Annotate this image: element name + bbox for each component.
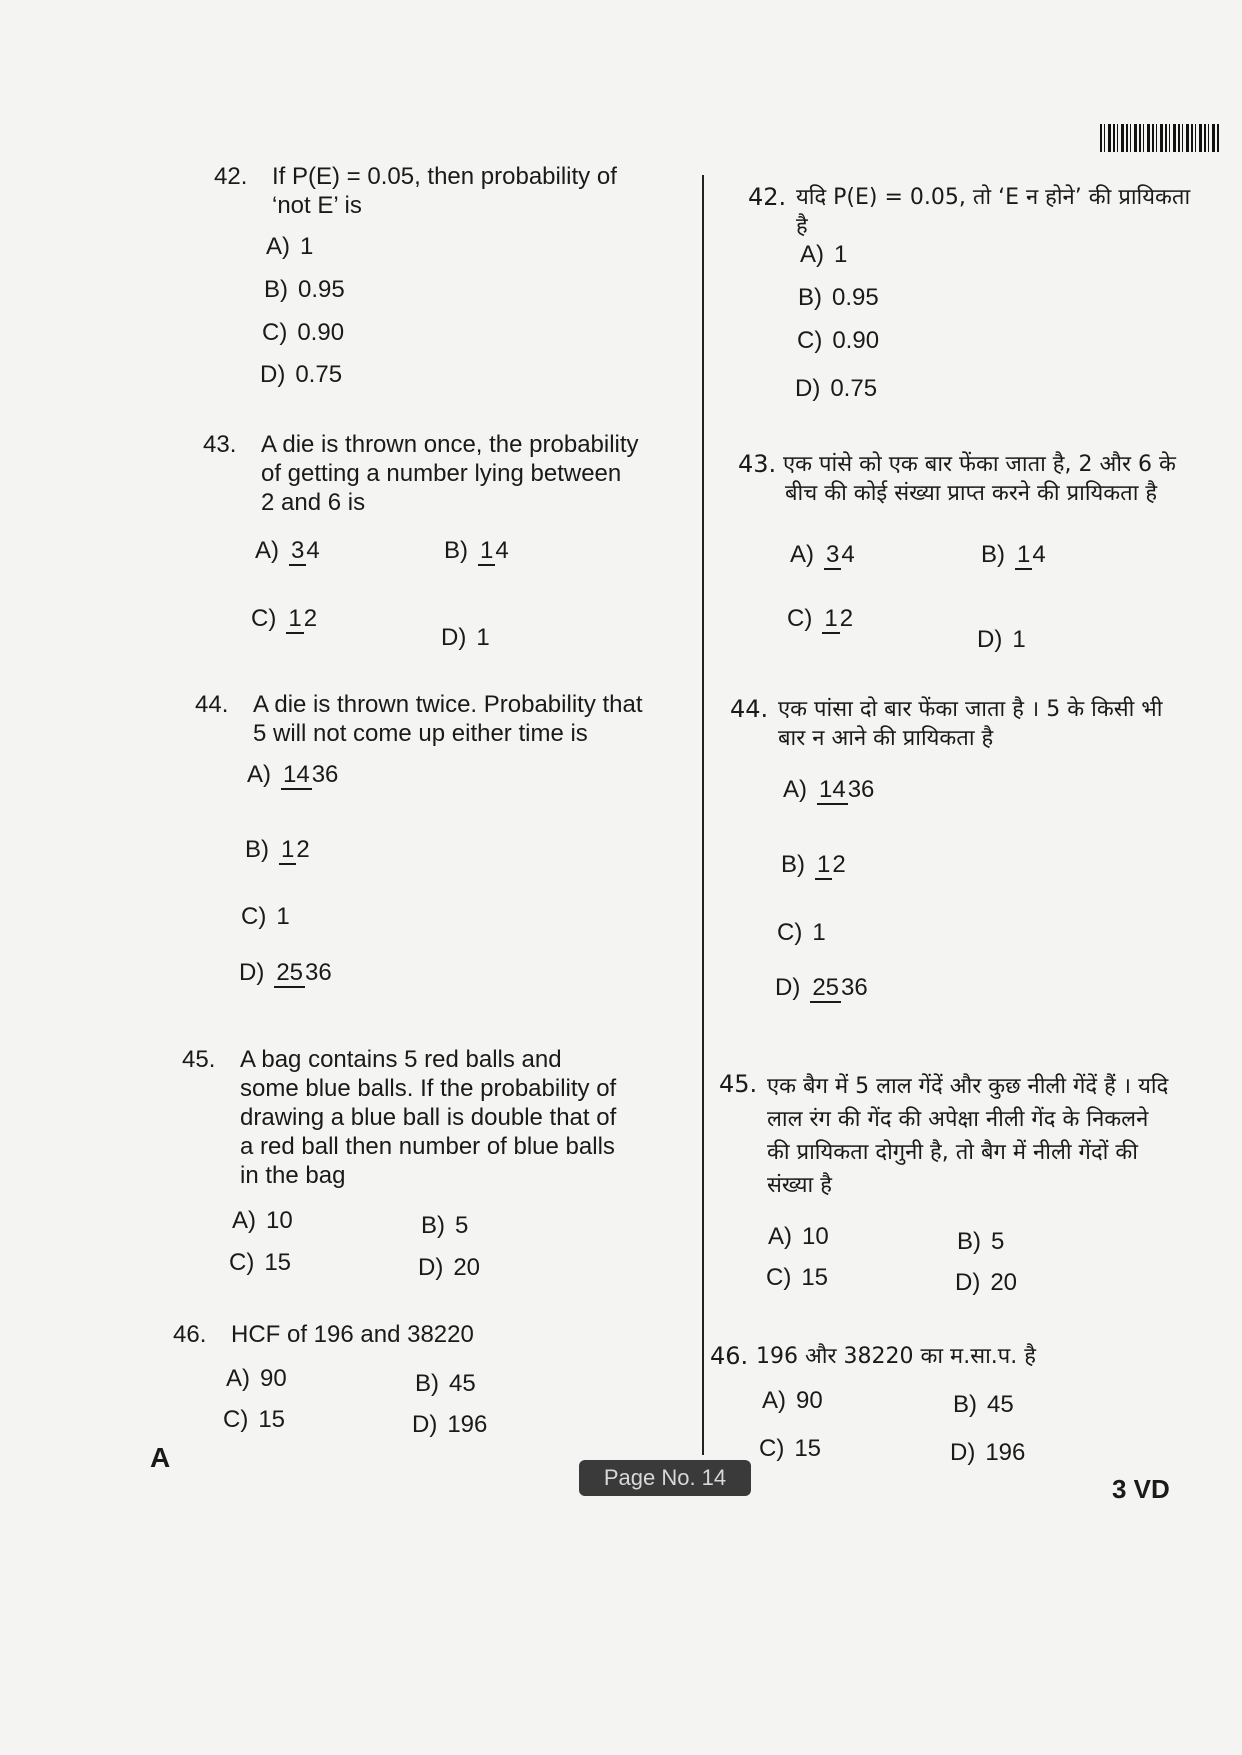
option-c: C) 0.90 (797, 326, 880, 354)
question-line: एक बैग में 5 लाल गेंदें और कुछ नीली गेंदें हैं । यदि (767, 1074, 1169, 1099)
question-line: की प्रायिकता दोगुनी है, तो बैग में नीली गेंदों की (767, 1140, 1138, 1165)
question-line: A die is thrown once, the probability (261, 431, 639, 458)
question-line: संख्या है (767, 1173, 832, 1198)
question-number: 42. (214, 163, 248, 190)
question-line: यदि P(E) = 0.05, तो ‘E न होने’ की प्रायिकता है (796, 185, 1191, 239)
question-text (231, 1320, 474, 1349)
question-line: 2 and 6 is (261, 489, 366, 516)
option-c: C) 15 (766, 1263, 829, 1291)
option-c: C) 1 (241, 902, 290, 930)
option-c: C) 0.90 (262, 318, 345, 346)
question-line: A bag contains 5 red balls and (240, 1046, 562, 1073)
option-a: A) 34 (255, 536, 320, 564)
question-line: a red ball then number of blue balls (240, 1133, 615, 1160)
barcode (1100, 124, 1220, 152)
question-text (783, 450, 1176, 508)
option-a: A) 34 (790, 540, 855, 568)
question-line: 5 will not come up either time is (253, 720, 588, 747)
question-number: 42. (748, 183, 787, 211)
question-line: 196 और 38220 का म.सा.प. है (756, 1344, 1036, 1369)
option-d: D) 20 (955, 1268, 1018, 1296)
option-b: B) 14 (981, 540, 1046, 568)
set-letter: A (150, 1442, 171, 1473)
option-c: C) 15 (759, 1434, 822, 1462)
question-line: एक पांसा दो बार फेंका जाता है । 5 के किसी भी (778, 697, 1163, 722)
option-a: A) 10 (232, 1206, 293, 1234)
option-c: C) 1 (777, 918, 826, 946)
question-line: HCF of 196 and 38220 (231, 1321, 474, 1348)
question-text (253, 690, 643, 748)
question-number: 46. (173, 1321, 207, 1348)
question-line: drawing a blue ball is double that of (240, 1104, 617, 1131)
option-a: A) 90 (226, 1364, 287, 1392)
question-number: 45. (719, 1070, 758, 1098)
page-number-badge: Page No. 14 (579, 1460, 751, 1496)
option-a: A) 10 (768, 1222, 829, 1250)
question-line: A die is thrown twice. Probability that (253, 691, 643, 718)
question-line: एक पांसे को एक बार फेंका जाता है, 2 और 6 के (783, 452, 1176, 477)
question-text (272, 162, 617, 220)
question-line: in the bag (240, 1162, 346, 1189)
question-line: बीच की कोई संख्या प्राप्त करने की प्रायिकता है (785, 481, 1158, 506)
question-text (778, 695, 1162, 753)
option-b: B) 5 (421, 1211, 469, 1239)
option-c: C) 12 (787, 604, 854, 632)
option-c: C) 12 (251, 604, 318, 632)
option-d: D) 1 (441, 623, 490, 651)
question-text (756, 1342, 1036, 1371)
option-b: B) 45 (953, 1390, 1014, 1418)
question-line: ‘not E’ is (272, 192, 362, 219)
question-text (767, 1070, 1168, 1202)
question-number: 43. (203, 431, 237, 458)
booklet-code: 3 VD (1112, 1474, 1170, 1504)
question-line: If P(E) = 0.05, then probability of (272, 163, 617, 190)
question-number: 46. (710, 1342, 749, 1370)
option-b: B) 0.95 (798, 283, 879, 311)
option-a: A) 1436 (247, 760, 339, 788)
question-line: of getting a number lying between (261, 460, 622, 487)
option-d: D) 1 (977, 625, 1026, 653)
option-d: D) 0.75 (795, 374, 878, 402)
option-d: D) 2536 (775, 973, 868, 1001)
option-b: B) 45 (415, 1369, 476, 1397)
option-d: D) 0.75 (260, 360, 343, 388)
question-number: 43. (738, 450, 777, 478)
option-a: A) 1 (266, 232, 314, 260)
option-b: B) 14 (444, 536, 509, 564)
column-divider (702, 175, 704, 1455)
question-text (240, 1045, 616, 1190)
question-number: 44. (730, 695, 769, 723)
question-line: some blue balls. If the probability of (240, 1075, 617, 1102)
option-b: B) 5 (957, 1227, 1005, 1255)
option-b: B) 12 (781, 850, 846, 878)
question-line: बार न आने की प्रायिकता है (778, 726, 994, 751)
question-number: 44. (195, 691, 229, 718)
question-text (261, 430, 639, 517)
option-d: D) 196 (950, 1438, 1026, 1466)
question-text (796, 183, 1208, 241)
option-a: A) 90 (762, 1386, 823, 1414)
option-d: D) 20 (418, 1253, 481, 1281)
question-line: लाल रंग की गेंद की अपेक्षा नीली गेंद के निकलने (767, 1107, 1149, 1132)
option-c: C) 15 (229, 1248, 292, 1276)
question-number: 45. (182, 1046, 216, 1073)
option-d: D) 2536 (239, 958, 332, 986)
option-d: D) 196 (412, 1410, 488, 1438)
option-c: C) 15 (223, 1405, 286, 1433)
option-b: B) 0.95 (264, 275, 345, 303)
option-b: B) 12 (245, 835, 310, 863)
option-a: A) 1436 (783, 775, 875, 803)
option-a: A) 1 (800, 240, 848, 268)
